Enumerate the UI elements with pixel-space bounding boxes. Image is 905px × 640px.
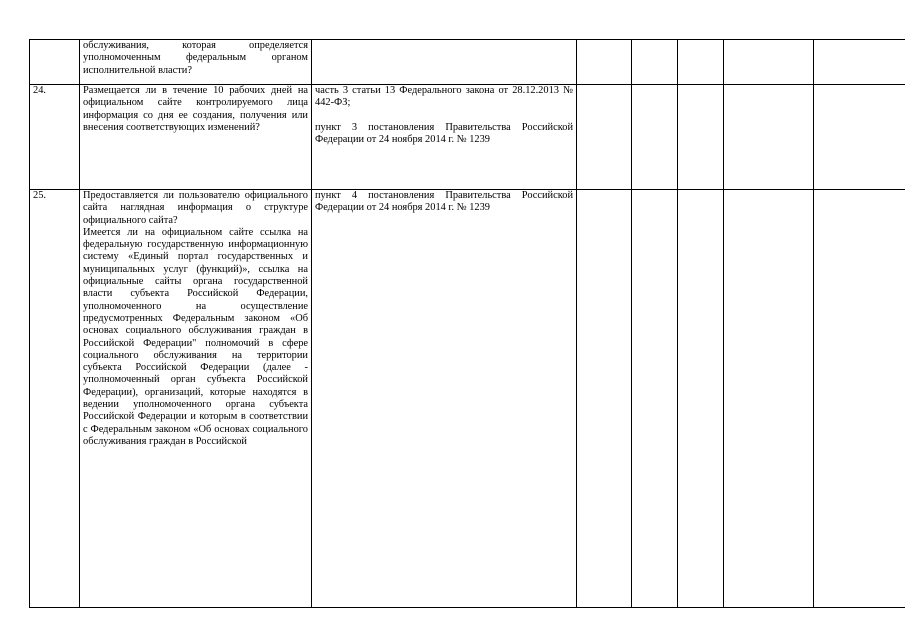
row-number-cell	[30, 190, 80, 608]
empty-cell	[814, 40, 905, 85]
empty-cell	[678, 190, 724, 608]
empty-cell	[678, 40, 724, 85]
requirements-cell	[312, 190, 577, 608]
checklist-table	[29, 39, 905, 608]
requirement-text: пункт 3 постановления Правительства Российской Федерации от 24 ноября 2014 г. № 1239	[315, 121, 573, 146]
row-number-cell	[30, 40, 80, 85]
empty-cell	[632, 190, 678, 608]
row-number-cell	[30, 85, 80, 190]
empty-cell	[577, 190, 632, 608]
empty-cell	[814, 190, 905, 608]
table-row	[30, 85, 905, 190]
empty-cell	[678, 85, 724, 190]
empty-cell	[814, 85, 905, 190]
question-text: Предоставляется ли пользователю официального сайта наглядная информация о структуре официального сайта?	[83, 190, 308, 226]
requirements-cell	[312, 85, 577, 190]
question-cell	[80, 190, 312, 608]
question-text: обслуживания, которая определяется уполномоченным федеральным органом исполнительной власти?	[83, 40, 308, 76]
row-number: 24.	[33, 85, 46, 96]
empty-cell	[724, 190, 814, 608]
requirements-cell	[312, 40, 577, 85]
row-number: 25.	[33, 190, 46, 201]
question-cell	[80, 85, 312, 190]
empty-cell	[724, 40, 814, 85]
empty-cell	[632, 40, 678, 85]
requirement-text: часть 3 статьи 13 Федерального закона от 28.12.2013 № 442-ФЗ;	[315, 85, 573, 109]
empty-cell	[577, 85, 632, 190]
table-row	[30, 190, 905, 608]
question-text: Имеется ли на официальном сайте ссылка на федеральную государственную информационную систему «Единый портал государственных и муниципальных услуг (функций)», ссылка на официальные сайты органа государственной власти субъекта Российской Федерации, уполномоченного на осуществление предусмотренных Федеральным законом «Об основах социального обслуживания граждан в Российской Федерации" полномочий в сфере социального обслуживания на территории субъекта Российской Федерации (далее - уполномоченный орган субъекта Российской Федерации), организаций, которые находятся в ведении уполномоченного органа субъекта Российской Федерации и которым в соответствии с Федеральным законом «Об основах социального обслуживания граждан в Российской	[83, 226, 308, 447]
question-text: Размещается ли в течение 10 рабочих дней на официальном сайте контролируемого лица информация со дня ее создания, получения или внесения соответствующих изменений?	[83, 85, 308, 133]
empty-cell	[724, 85, 814, 190]
table-row	[30, 40, 905, 85]
empty-cell	[632, 85, 678, 190]
requirement-text: пункт 4 постановления Правительства Российской Федерации от 24 ноября 2014 г. № 1239	[315, 190, 573, 214]
question-cell	[80, 40, 312, 85]
empty-cell	[577, 40, 632, 85]
